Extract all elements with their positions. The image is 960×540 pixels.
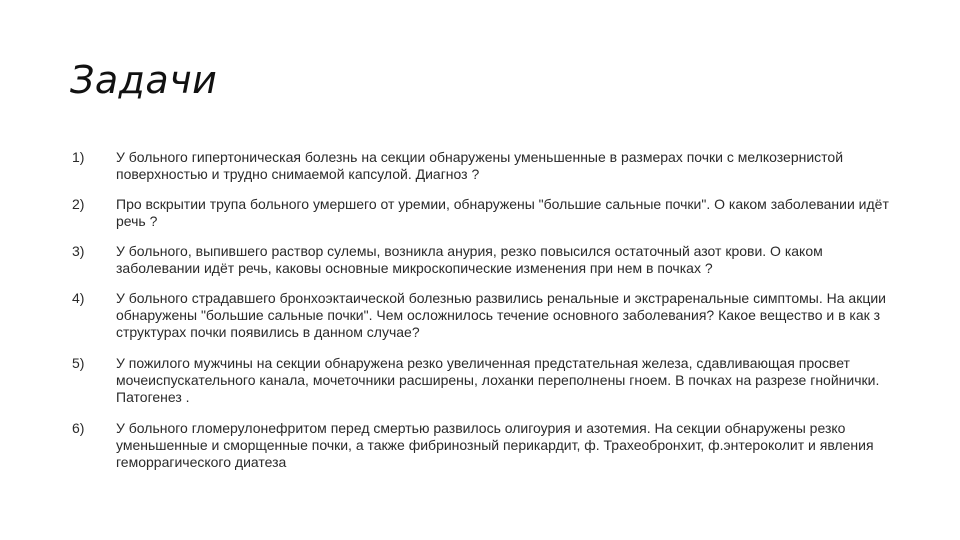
task-number: 4)	[72, 290, 85, 306]
task-text: У больного гипертоническая болезнь на секции обнаружены уменьшенные в размерах почки с мелкозернистой поверхностью и трудно снимаемой капсулой. Диагноз ?	[116, 149, 844, 182]
task-item	[72, 355, 902, 420]
task-item	[72, 243, 902, 290]
task-item	[72, 290, 902, 355]
task-number: 1)	[72, 149, 85, 165]
task-text: Про вскрытии трупа больного умершего от уремии, обнаружены "большие сальные почки". О каком заболевании идёт речь ?	[116, 196, 889, 229]
task-list	[72, 149, 902, 485]
task-number: 5)	[72, 355, 85, 371]
task-item	[72, 149, 902, 196]
slide-title: Задачи	[70, 58, 218, 102]
task-item	[72, 196, 902, 243]
task-item	[72, 420, 902, 485]
task-number: 6)	[72, 420, 85, 436]
task-text: У больного страдавшего бронхоэктаической болезнью развились ренальные и экстраренальные симптомы. На акции обнаружены "большие сальные почки". Чем осложнилось течение основного заболевания? Какое вещество и в как з структурах почки появились в данном случае?	[116, 290, 886, 340]
task-number: 3)	[72, 243, 85, 259]
task-text: У пожилого мужчины на секции обнаружена резко увеличенная предстательная железа, сдавливающая просвет мочеиспускательного канала, мочеточники расширены, лоханки переполнены гноем. В почках на разрезе гнойнички. Патогенез .	[116, 355, 880, 405]
task-text: У больного гломерулонефритом перед смертью развилось олигоурия и азотемия. На секции обнаружены резко уменьшенные и сморщенные почки, а также фибринозный перикардит, ф. Трахеобронхит, ф.энтероколит и явления геморрагического диатеза	[116, 420, 874, 470]
task-text: У больного, выпившего раствор сулемы, возникла анурия, резко повысился остаточный азот крови. О каком заболевании идёт речь, каковы основные микроскопические изменения при нем в почках ?	[116, 243, 823, 276]
task-number: 2)	[72, 196, 85, 212]
